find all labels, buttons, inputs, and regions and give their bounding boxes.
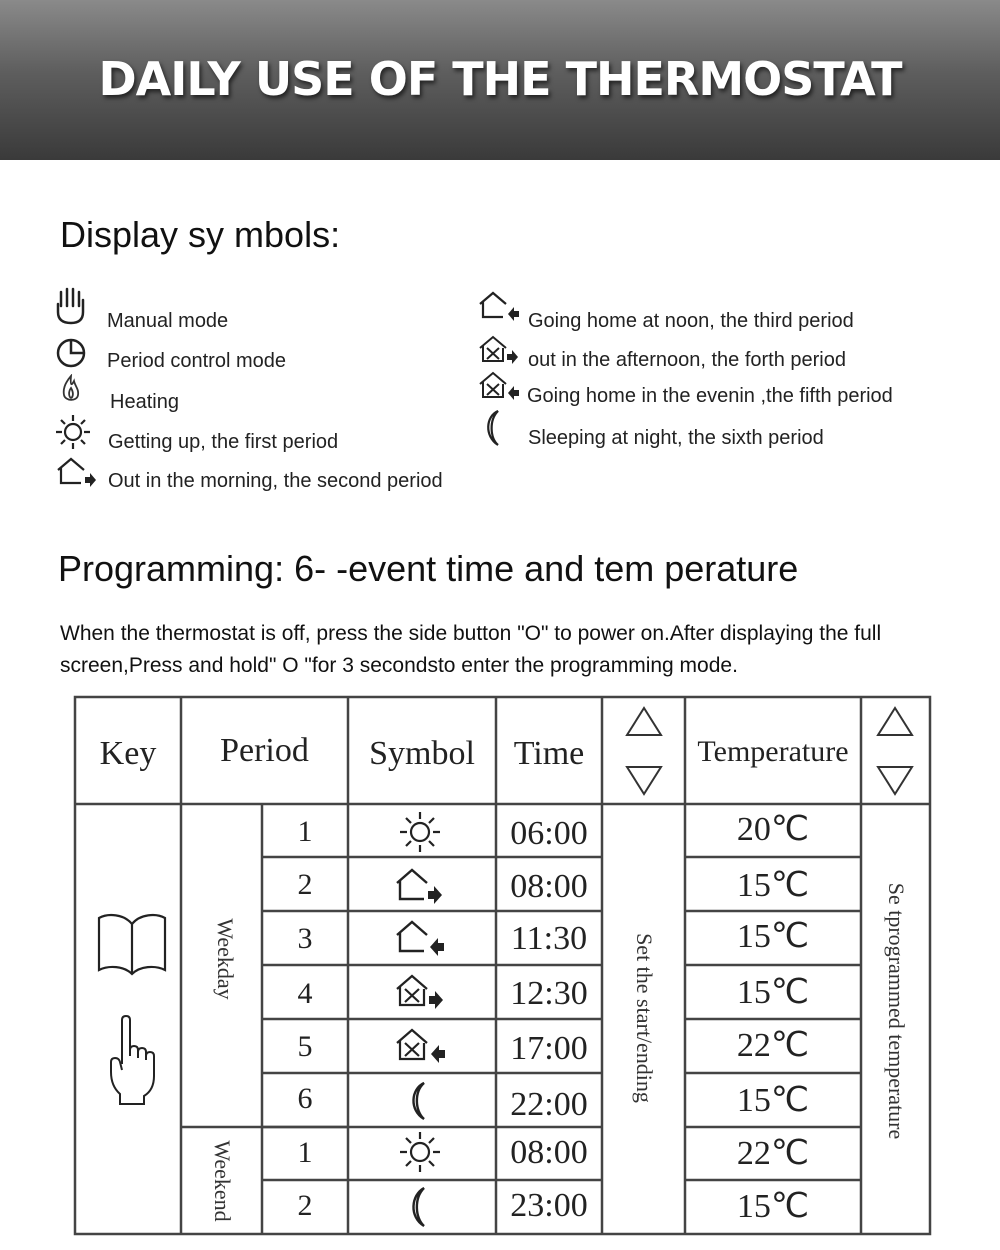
- temp-down-arrow-icon: [878, 765, 914, 797]
- symbol-label-first-period: Getting up, the first period: [108, 431, 339, 453]
- house-tools-in-icon: [394, 1026, 448, 1066]
- temp-value: 22℃: [736, 1135, 810, 1172]
- house-tools-out-icon: [394, 972, 448, 1012]
- header-time: Time: [513, 735, 585, 772]
- period-number: 2: [297, 1189, 313, 1222]
- temp-value: 20℃: [736, 811, 810, 848]
- sun-icon: [399, 811, 441, 853]
- time-value: 22:00: [510, 1086, 588, 1123]
- period-number: 5: [297, 1030, 313, 1063]
- period-number: 6: [297, 1082, 313, 1115]
- symbol-label-manual: Manual mode: [107, 310, 229, 332]
- down-arrow-icon: [627, 765, 663, 797]
- period-number: 1: [297, 815, 313, 848]
- symbol-label-third-period: Going home at noon, the third period: [528, 310, 854, 332]
- header-period: Period: [220, 732, 309, 769]
- period-number: 1: [297, 1136, 313, 1169]
- time-value: 17:00: [510, 1030, 588, 1067]
- time-note: Set the start/ending: [632, 933, 657, 1103]
- header-temperature: Temperature: [697, 735, 849, 768]
- pointing-hand-icon: [108, 1014, 156, 1106]
- house-out-icon: [394, 866, 444, 906]
- house-in-icon: [394, 918, 446, 958]
- symbol-label-sixth-period: Sleeping at night, the sixth period: [528, 427, 824, 449]
- weekday-label: Weekday: [213, 918, 238, 1000]
- temp-note: Se tprogrammed temperature: [884, 882, 909, 1140]
- temp-value: 15℃: [736, 974, 810, 1011]
- moon-icon: [404, 1185, 432, 1229]
- time-value: 08:00: [510, 1134, 588, 1171]
- time-value: 08:00: [510, 868, 588, 905]
- header-key: Key: [99, 735, 157, 772]
- moon-icon: [404, 1080, 432, 1122]
- sun-icon: [399, 1131, 441, 1173]
- display-symbols-heading: Display sy mbols:: [60, 214, 341, 255]
- programming-intro: When the thermostat is off, press the side button "O" to power on.After displaying the full screen,Press and hold" O "for 3 secondsto enter the programming mode.: [60, 622, 882, 677]
- symbol-label-second-period: Out in the morning, the second period: [108, 470, 443, 492]
- period-number: 4: [297, 977, 313, 1010]
- time-value: 11:30: [510, 920, 588, 957]
- symbol-label-heating: Heating: [110, 391, 179, 413]
- book-icon: [96, 910, 168, 976]
- symbol-label-period: Period control mode: [107, 350, 286, 372]
- programming-heading: Programming: 6- -event time and tem perature: [58, 548, 799, 589]
- time-value: 06:00: [510, 815, 588, 852]
- temp-value: 15℃: [736, 867, 810, 904]
- temp-value: 22℃: [736, 1027, 810, 1064]
- weekend-label: Weekend: [210, 1140, 235, 1222]
- time-value: 12:30: [510, 975, 588, 1012]
- page-title: DAILY USE OF THE THERMOSTAT: [98, 52, 902, 106]
- temp-value: 15℃: [736, 1082, 810, 1119]
- symbol-label-fifth-period: Going home in the evenin ,the fifth period: [527, 385, 893, 407]
- temp-up-arrow-icon: [878, 706, 914, 738]
- symbol-label-fourth-period: out in the afternoon, the forth period: [528, 349, 846, 371]
- time-value: 23:00: [510, 1187, 588, 1224]
- up-arrow-icon: [627, 706, 663, 738]
- temp-value: 15℃: [736, 1188, 810, 1225]
- period-number: 2: [297, 868, 313, 901]
- temp-value: 15℃: [736, 918, 810, 955]
- header-symbol: Symbol: [369, 735, 475, 772]
- period-number: 3: [297, 922, 313, 955]
